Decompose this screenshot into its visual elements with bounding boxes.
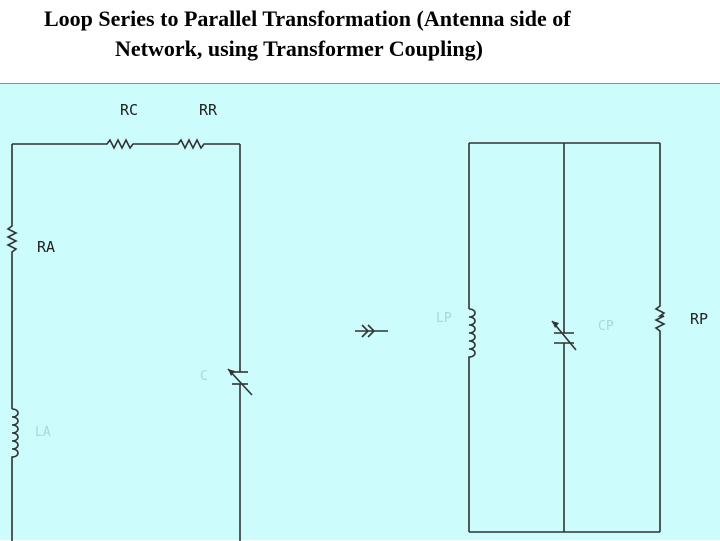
inductor-la-label: LA <box>35 425 51 440</box>
rc-label: RC <box>120 101 139 119</box>
inductor-lp-label: LP <box>436 311 452 326</box>
rp-label: RP <box>690 310 709 328</box>
series-left-wire <box>8 144 16 409</box>
series-circuit <box>8 101 252 541</box>
parallel-right-wire <box>656 143 664 532</box>
parallel-inductor-lp <box>469 309 475 532</box>
page-title <box>0 4 720 64</box>
title-line-1: Loop Series to Parallel Transformation (Antenna side of <box>44 6 571 31</box>
capacitor-c-label: C <box>200 369 208 384</box>
transform-arrow-icon <box>355 325 388 337</box>
circuit-diagram <box>0 84 720 541</box>
title-line-2: Network, using Transformer Coupling) <box>115 36 483 61</box>
series-inductor-la <box>12 409 18 541</box>
ra-label: RA <box>37 238 56 256</box>
parallel-circuit <box>436 143 708 532</box>
series-top-wire <box>12 140 240 148</box>
rr-label: RR <box>199 101 218 119</box>
capacitor-cp-label: CP <box>598 319 614 334</box>
diagram-panel <box>0 83 720 540</box>
